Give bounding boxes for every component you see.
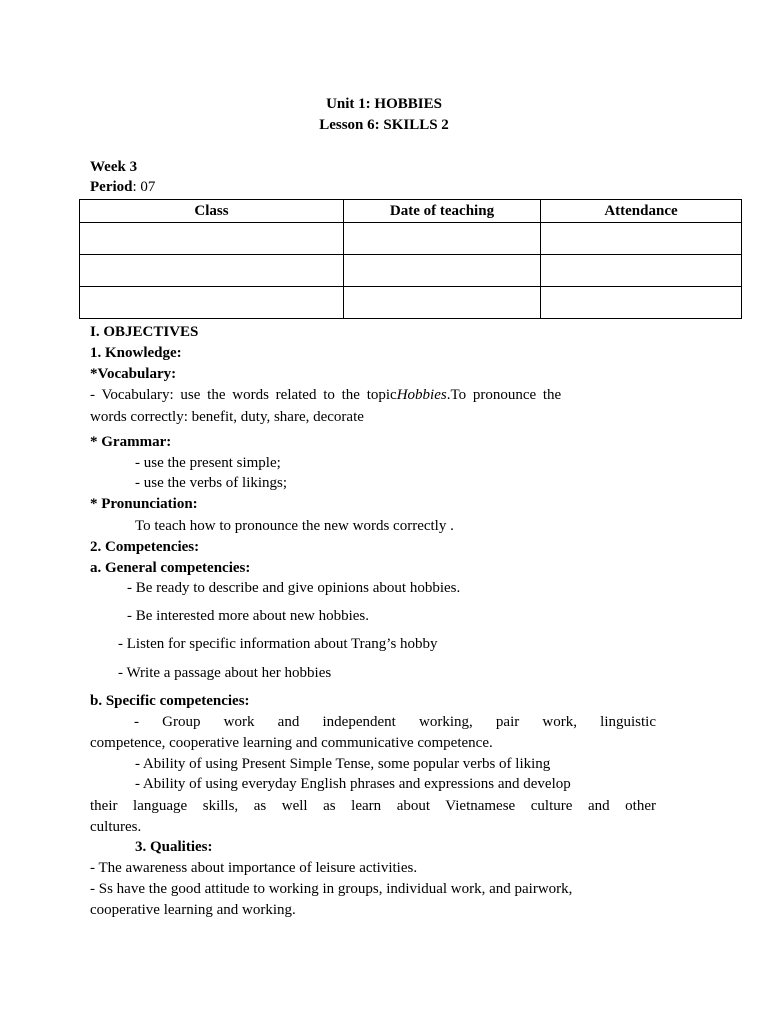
specific-para-3-line-1: - Ability of using everyday English phrases and expressions and develop	[135, 776, 571, 792]
period-line	[90, 177, 155, 197]
knowledge-heading: 1. Knowledge:	[90, 345, 182, 361]
table-cell	[80, 255, 344, 287]
table-header-row	[80, 200, 742, 223]
table-cell	[541, 255, 742, 287]
week-label: Week 3	[90, 159, 138, 175]
table-cell	[80, 287, 344, 319]
objectives-heading: I. OBJECTIVES	[90, 324, 199, 340]
grammar-item: - use the present simple;	[135, 455, 281, 471]
qualities-item-line-1: - Ss have the good attitude to working in groups, individual work, and pairwork,	[90, 881, 573, 897]
table-cell	[344, 255, 541, 287]
table-cell	[80, 223, 344, 255]
table-row	[80, 223, 742, 255]
column-header-class: Class	[80, 200, 344, 223]
vocabulary-heading: *Vocabulary:	[90, 366, 177, 382]
table-cell	[344, 223, 541, 255]
vocab-topic-wrap	[397, 385, 656, 405]
unit-title: Unit 1: HOBBIES	[326, 96, 442, 112]
specific-para-3-line-2: their language skills, as well as learn about Vietnamese culture and other	[90, 798, 656, 814]
specific-para-1-line-2: competence, cooperative learning and communicative competence.	[90, 735, 493, 751]
general-item: - Listen for specific information about Trang’s hobby	[118, 636, 438, 652]
lesson-title: Lesson 6: SKILLS 2	[319, 117, 449, 133]
specific-competencies-heading: b. Specific competencies:	[90, 693, 250, 709]
grammar-heading: * Grammar:	[90, 434, 172, 450]
attendance-table	[79, 199, 742, 319]
specific-para-3-line-3: cultures.	[90, 819, 142, 835]
pronunciation-heading: * Pronunciation:	[90, 496, 198, 512]
general-item: - Be interested more about new hobbies.	[127, 608, 370, 624]
vocab-topic: Hobbies	[396, 387, 447, 403]
qualities-heading: 3. Qualities:	[135, 839, 213, 855]
vocabulary-line-1	[90, 385, 656, 405]
table-row	[80, 255, 742, 287]
vocabulary-line-2: words correctly: benefit, duty, share, decorate	[90, 409, 364, 425]
table-row	[80, 287, 742, 319]
period-value: : 07	[132, 179, 156, 195]
qualities-item-line-2: cooperative learning and working.	[90, 902, 296, 918]
column-header-attendance: Attendance	[541, 200, 742, 223]
qualities-item: - The awareness about importance of leisure activities.	[90, 860, 418, 876]
competencies-heading: 2. Competencies:	[90, 539, 200, 555]
pronunciation-text: To teach how to pronounce the new words correctly .	[135, 518, 454, 534]
vocab-text-1: - Vocabulary: use the words related to the topic	[90, 387, 397, 403]
general-item: - Write a passage about her hobbies	[118, 665, 332, 681]
table-cell	[541, 287, 742, 319]
grammar-item: - use the verbs of likings;	[135, 475, 288, 491]
table-cell	[344, 287, 541, 319]
specific-para-2: - Ability of using Present Simple Tense, some popular verbs of liking	[135, 756, 551, 772]
period-label: Period	[90, 179, 133, 195]
vocab-text-2: .To pronounce the	[446, 387, 562, 403]
general-item: - Be ready to describe and give opinions about hobbies.	[127, 580, 461, 596]
table-cell	[541, 223, 742, 255]
column-header-date: Date of teaching	[344, 200, 541, 223]
general-competencies-heading: a. General competencies:	[90, 560, 251, 576]
specific-para-1-line-1: - Group work and independent working, pair work, linguistic	[134, 714, 656, 730]
